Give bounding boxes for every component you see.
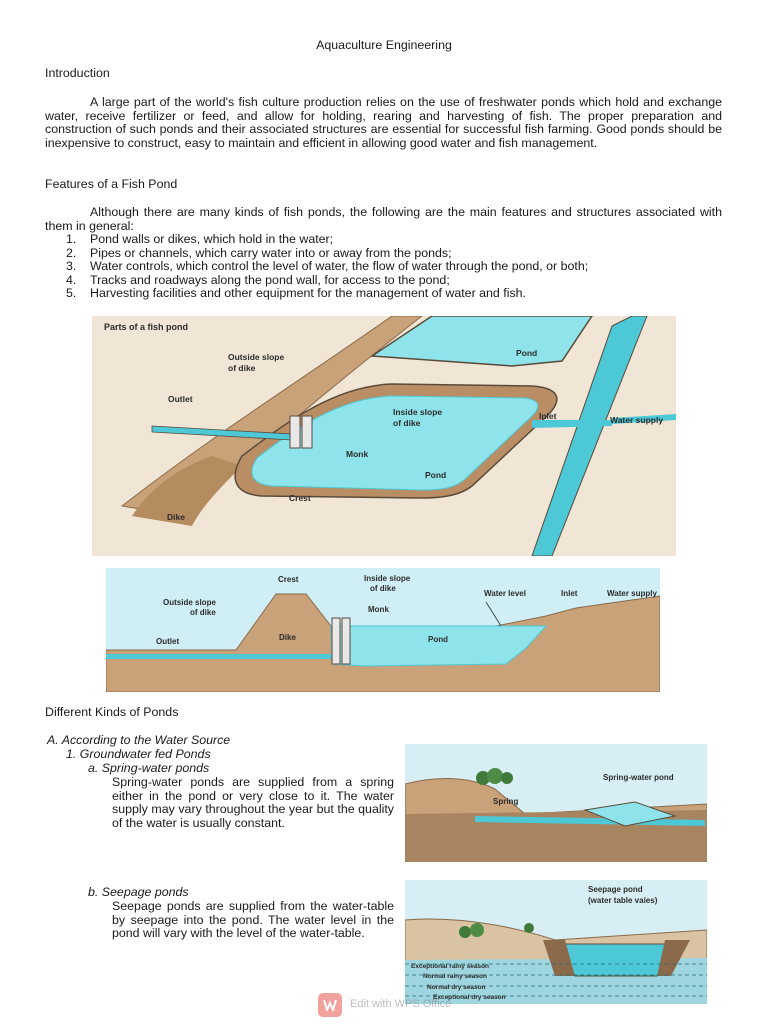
section-a1-heading: 1. Groundwater fed Ponds	[66, 747, 211, 761]
intro-paragraph: A large part of the world's fish culture production relies on the use of freshwater ponds which hold and exchange water, receive fertilizer or feed, and allow for holding, rearing and harvesting of fish. The proper preparation and construction of such ponds and their associated structures are essential for successful fish farming. Good ponds should be inexpensive to construct, easy to maintain and efficient in allowing good water and fish management.	[45, 95, 722, 150]
document-title: Aquaculture Engineering	[316, 38, 452, 52]
label-inlet: Inlet	[561, 589, 578, 598]
label-dike: Dike	[167, 512, 185, 522]
wps-watermark-text: Edit with WPS Office	[350, 998, 452, 1011]
label-exceptional-dry: Exceptional dry season	[433, 994, 506, 1001]
label-pond: Pond	[428, 635, 448, 644]
label-monk: Monk	[368, 605, 389, 614]
label-water-supply: Water supply	[610, 415, 664, 425]
seepage-heading: b. Seepage ponds	[88, 885, 189, 899]
spring-water-pond-figure	[405, 744, 707, 862]
label-water-supply: Water supply	[607, 589, 657, 598]
wps-logo-icon	[318, 993, 342, 1017]
label-monk: Monk	[346, 449, 369, 459]
label-outside-slope: Outside slope	[228, 352, 285, 362]
label-water-table: (water table vaies)	[588, 896, 658, 905]
figure1-title: Parts of a fish pond	[104, 322, 189, 332]
list-item: 3. Water controls, which control the level of water, the flow of water through the pond, or both;	[66, 259, 589, 274]
label-dike: Dike	[279, 633, 296, 642]
label-of-dike-inside: of dike	[370, 584, 396, 593]
label-crest: Crest	[289, 493, 311, 503]
features-heading: Features of a Fish Pond	[45, 177, 178, 191]
label-pond-upper: Pond	[516, 348, 538, 358]
label-inlet: Inlet	[539, 411, 557, 421]
fish-pond-parts-figure	[92, 316, 676, 556]
spring-water-text: Spring-water ponds are supplied from a spring either in the pond or very close to it. The water supply may vary throughout the year but the quality of the water is usually constant.	[112, 775, 394, 830]
label-inside-of-dike: of dike	[393, 418, 421, 428]
list-item: 5. Harvesting facilities and other equipment for the management of water and fish.	[66, 286, 526, 301]
features-paragraph: Although there are many kinds of fish ponds, the following are the main features and structures associated with them in general:	[45, 205, 722, 233]
intro-heading: Introduction	[45, 66, 110, 80]
label-of-dike-outside: of dike	[190, 608, 216, 617]
list-item: 4. Tracks and roadways along the pond wall, for access to the pond;	[66, 272, 450, 287]
label-of-dike: of dike	[228, 363, 256, 373]
list-item: 2. Pipes or channels, which carry water into or away from the ponds;	[66, 245, 452, 260]
label-outlet: Outlet	[168, 394, 193, 404]
label-inside-slope: Inside slope	[393, 407, 443, 417]
list-item: 1. Pond walls or dikes, which hold in the water;	[66, 232, 334, 246]
features-list	[66, 233, 726, 301]
kinds-heading: Different Kinds of Ponds	[45, 705, 179, 719]
wps-watermark[interactable]	[318, 992, 458, 1018]
label-seepage-pond: Seepage pond	[588, 885, 643, 894]
label-inside-slope: Inside slope	[364, 574, 411, 583]
spring-water-heading: a. Spring-water ponds	[88, 761, 210, 775]
label-pond-lower: Pond	[425, 470, 447, 480]
label-normal-dry: Normal dry season	[427, 984, 486, 991]
label-crest: Crest	[278, 575, 299, 584]
seepage-text: Seepage ponds are supplied from the water-table by seepage into the pond. The water level in the pond will vary with the level of the water-table.	[112, 899, 394, 941]
pond-cross-section-figure	[106, 568, 660, 692]
label-outlet: Outlet	[156, 637, 180, 646]
seepage-pond-figure	[405, 880, 707, 1004]
label-normal-rainy: Normal rainy season	[423, 973, 487, 980]
label-outside-slope: Outside slope	[163, 598, 216, 607]
label-water-level: Water level	[484, 589, 526, 598]
label-spring-water-pond: Spring-water pond	[603, 773, 674, 782]
label-exceptional-rainy: Exceptional rainy season	[411, 963, 490, 970]
section-a-heading: A. According to the Water Source	[47, 733, 231, 747]
label-spring: Spring	[493, 797, 519, 806]
